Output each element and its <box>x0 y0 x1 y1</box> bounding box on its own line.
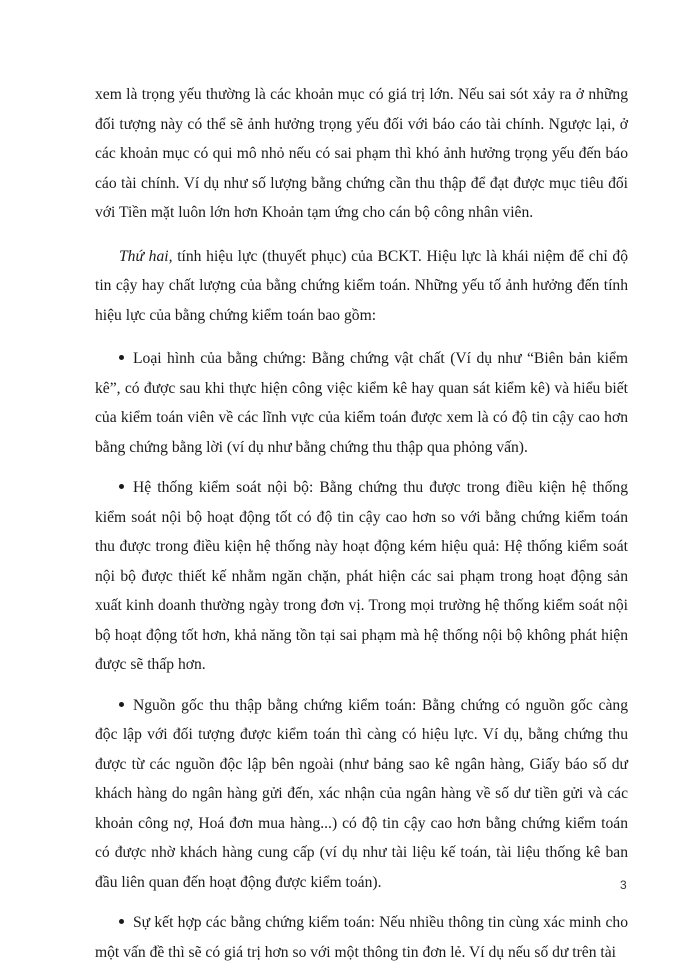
bullet-icon <box>119 484 124 489</box>
bullet-icon <box>119 702 124 707</box>
bullet-item <box>95 344 628 462</box>
paragraph-lead: Thứ hai, <box>119 247 173 265</box>
bullet-item <box>95 691 628 898</box>
bullet-item <box>95 908 628 967</box>
bullet-icon <box>119 355 124 360</box>
bullet-text: Loại hình của bằng chứng: Bằng chứng vật chất (Ví dụ như “Biên bản kiểm kê”, có được sau khi thực hiện công việc kiểm kê hay quan sát kiểm kê) và hiểu biết của kiểm toán viên về các lĩnh vực của kiểm toán được xem là có độ tin cậy cao hơn bằng chứng bằng lời (ví dụ như bằng chứng thu thập qua phỏng vấn). <box>95 350 628 456</box>
bullet-text: Hệ thống kiểm soát nội bộ: Bằng chứng thu được trong điều kiện hệ thống kiểm soát nội bộ hoạt động tốt có độ tin cậy cao hơn so với bằng chứng kiểm toán thu được trong điều kiện hệ thống này hoạt động kém hiệu quả: Hệ thống kiểm soát nội bộ được thiết kế nhằm ngăn chặn, phát hiện các sai phạm trong hoạt động sản xuất kinh doanh thường ngày trong đơn vị. Trong mọi trường hệ thống kiểm soát nội bộ hoạt động tốt hơn, khả năng tồn tại sai phạm mà hệ thống nội bộ không phát hiện được sẽ thấp hơn. <box>95 479 628 673</box>
bullet-text: Sự kết hợp các bằng chứng kiểm toán: Nếu nhiều thông tin cùng xác minh cho một vấn đề thì sẽ có giá trị hơn so với một thông tin đơn lẻ. Ví dụ nếu số dư trên tài <box>95 914 628 961</box>
page-number: 3 <box>620 878 627 892</box>
bullet-item <box>95 473 628 680</box>
document-body <box>95 80 628 978</box>
paragraph: xem là trọng yếu thường là các khoản mục có giá trị lớn. Nếu sai sót xảy ra ở những đối tượng này có thể sẽ ảnh hưởng trọng yếu đối với báo cáo tài chính. Ngược lại, ở các khoản mục có qui mô nhỏ nếu có sai phạm thì khó ảnh hưởng trọng yếu đến báo cáo tài chính. Ví dụ như số lượng bằng chứng cần thu thập để đạt được mục tiêu đối với Tiền mặt luôn lớn hơn Khoản tạm ứng cho cán bộ công nhân viên. <box>95 86 628 221</box>
bullet-icon <box>119 919 124 924</box>
bullet-text: Nguồn gốc thu thập bằng chứng kiểm toán: Bằng chứng có nguồn gốc càng độc lập với đối tượng được kiểm toán thì càng có hiệu lực. Ví dụ, bằng chứng thu được từ các nguồn độc lập bên ngoài (như bảng sao kê ngân hàng, Giấy báo số dư khách hàng do ngân hàng gửi đến, xác nhận của ngân hàng về số dư tiền gửi và các khoản công nợ, Hoá đơn mua hàng...) có độ tin cậy cao hơn bằng chứng kiểm toán có được nhờ khách hàng cung cấp (ví dụ như tài liệu kế toán, tài liệu thống kê ban đầu liên quan đến hoạt động được kiểm toán). <box>95 696 628 891</box>
paragraph-text: tính hiệu lực (thuyết phục) của BCKT. Hiệu lực là khái niệm để chỉ độ tin cậy hay chất lượng của bằng chứng kiểm toán. Những yếu tố ảnh hưởng đến tính hiệu lực của bằng chứng kiểm toán bao gồm: <box>95 247 629 324</box>
paragraph <box>95 242 628 331</box>
